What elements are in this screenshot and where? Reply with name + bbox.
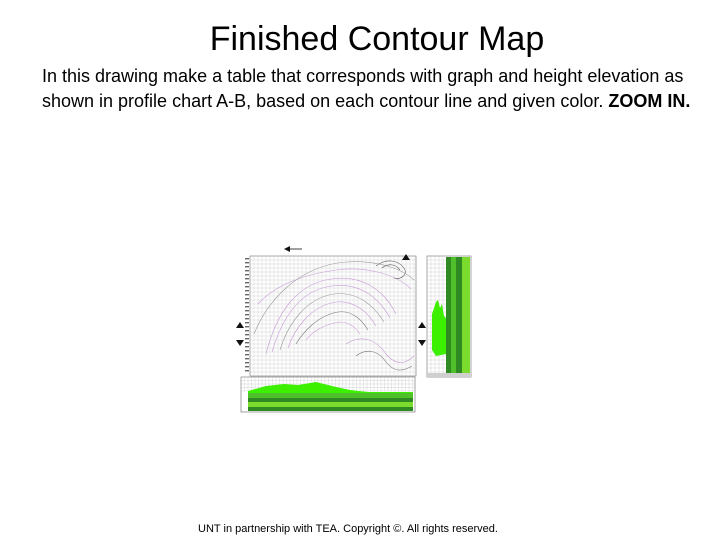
arrow-marker-icon [284,246,302,252]
contour-map-figure [236,244,476,414]
left-axis-ticks [245,258,249,371]
zoom-in-emphasis: ZOOM IN. [608,90,691,111]
slide-title: Finished Contour Map [209,20,545,58]
triangle-marker-icon [418,322,426,346]
bottom-profile-panel [241,377,415,412]
triangle-marker-icon [236,322,244,346]
copyright-footer: UNT in partnership with TEA. Copyright ©. All rights reserved. [198,523,498,535]
instructions-text [42,64,692,113]
contour-map-panel [236,246,426,376]
instructions-main: In this drawing make a table that corresponds with graph and height elevation as shown in profile chart A-B, based on each contour line and given color. [42,66,684,111]
right-profile-panel [427,256,471,377]
